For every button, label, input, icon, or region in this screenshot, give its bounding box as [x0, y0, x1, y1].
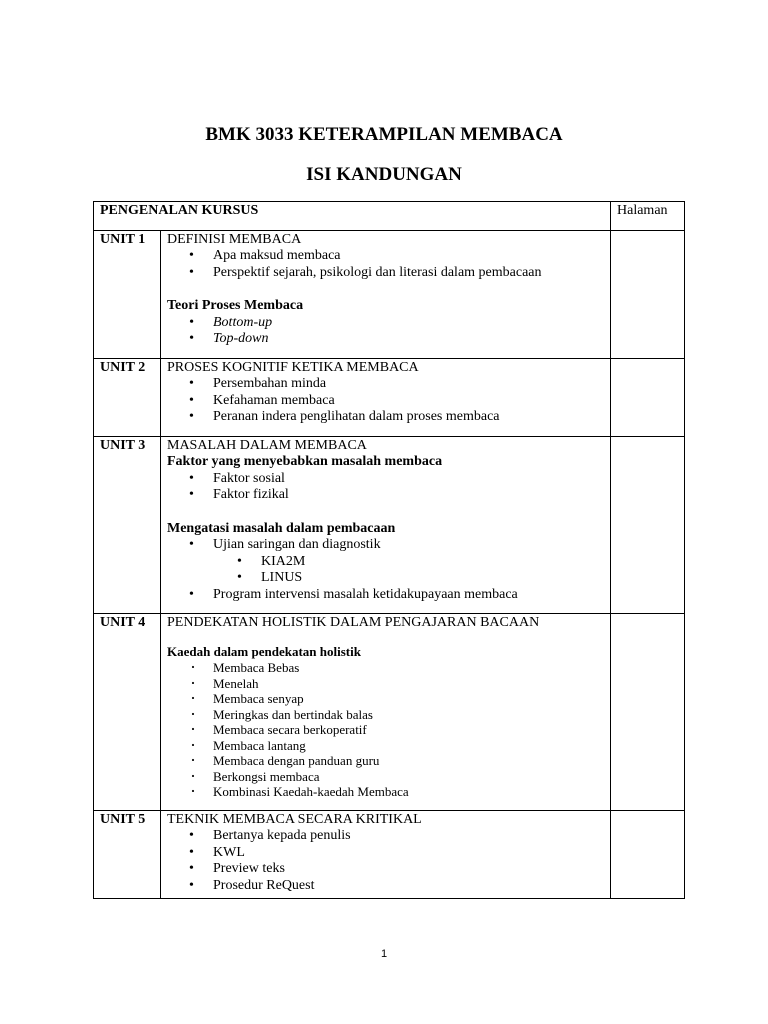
topic-list — [167, 315, 604, 348]
list-item: • Program intervensi masalah ketidakupayaan membaca — [167, 587, 604, 604]
table-row — [94, 358, 685, 436]
list-item: · Kombinasi Kaedah-kaedah Membaca — [167, 784, 604, 800]
list-item: • Ujian saringan dan diagnostik — [167, 537, 604, 554]
unit-label: UNIT 3 — [94, 436, 161, 614]
list-item: • Preview teks — [167, 861, 604, 878]
list-item: • KWL — [167, 845, 604, 862]
page-cell — [611, 358, 685, 436]
list-item: · Berkongsi membaca — [167, 769, 604, 785]
list-item: • Peranan indera penglihatan dalam proses membaca — [167, 409, 604, 426]
list-item: · Membaca Bebas — [167, 660, 604, 676]
nested-list-item: • LINUS — [167, 570, 604, 587]
list-item: · Membaca secara berkoperatif — [167, 722, 604, 738]
unit-content — [161, 810, 611, 899]
contents-table — [93, 201, 685, 899]
topic-list — [167, 471, 604, 504]
unit-heading: PROSES KOGNITIF KETIKA MEMBACA — [167, 359, 419, 375]
list-item: · Membaca senyap — [167, 691, 604, 707]
sub-heading: Mengatasi masalah dalam pembacaan — [167, 520, 396, 536]
list-item: · Meringkas dan bertindak balas — [167, 707, 604, 723]
unit-label: UNIT 5 — [94, 810, 161, 899]
unit-content — [161, 358, 611, 436]
sub-heading: Kaedah dalam pendekatan holistik — [167, 643, 361, 659]
page-cell — [611, 614, 685, 811]
sub-heading: Faktor yang menyebabkan masalah membaca — [167, 454, 443, 469]
list-item: • Kefahaman membaca — [167, 393, 604, 410]
unit-heading: DEFINISI MEMBACA — [167, 231, 302, 247]
nested-list-item: • KIA2M — [167, 554, 604, 571]
topic-list — [167, 660, 604, 800]
unit-label: UNIT 2 — [94, 358, 161, 436]
list-item: • Faktor sosial — [167, 471, 604, 488]
page-cell — [611, 810, 685, 899]
list-item: • Faktor fizikal — [167, 487, 604, 504]
list-item: • Prosedur ReQuest — [167, 878, 604, 895]
unit-content — [161, 230, 611, 358]
unit-heading: TEKNIK MEMBACA SECARA KRITIKAL — [167, 811, 422, 827]
list-item: • Apa maksud membaca — [167, 248, 604, 265]
list-item: • Persembahan minda — [167, 376, 604, 393]
sub-heading: Teori Proses Membaca — [167, 298, 304, 313]
course-intro-cell: PENGENALAN KURSUS — [94, 202, 611, 231]
topic-list — [167, 248, 604, 281]
table-header-row — [94, 202, 685, 231]
unit-content — [161, 436, 611, 614]
page-cell — [611, 230, 685, 358]
list-item: • Bertanya kepada penulis — [167, 828, 604, 845]
table-row — [94, 230, 685, 358]
list-item: • Top-down — [167, 331, 604, 348]
topic-list — [167, 376, 604, 426]
document-title: BMK 3033 KETERAMPILAN MEMBACA — [205, 124, 563, 145]
topic-list — [167, 537, 604, 603]
unit-heading: PENDEKATAN HOLISTIK DALAM PENGAJARAN BACAAN — [167, 615, 540, 630]
table-row — [94, 810, 685, 899]
page-number: 1 — [380, 948, 388, 960]
unit-content — [161, 614, 611, 811]
unit-label: UNIT 4 — [94, 614, 161, 811]
contents-heading: ISI KANDUNGAN — [306, 164, 462, 185]
list-item: · Membaca lantang — [167, 738, 604, 754]
page-column-header: Halaman — [611, 202, 685, 231]
list-item: • Perspektif sejarah, psikologi dan literasi dalam pembacaan — [167, 265, 604, 282]
unit-label: UNIT 1 — [94, 230, 161, 358]
page-cell — [611, 436, 685, 614]
list-item: • Bottom-up — [167, 315, 604, 332]
list-item: · Membaca dengan panduan guru — [167, 753, 604, 769]
table-row — [94, 614, 685, 811]
unit-heading: MASALAH DALAM MEMBACA — [167, 437, 367, 453]
topic-list — [167, 828, 604, 894]
table-row — [94, 436, 685, 614]
list-item: · Menelah — [167, 676, 604, 692]
